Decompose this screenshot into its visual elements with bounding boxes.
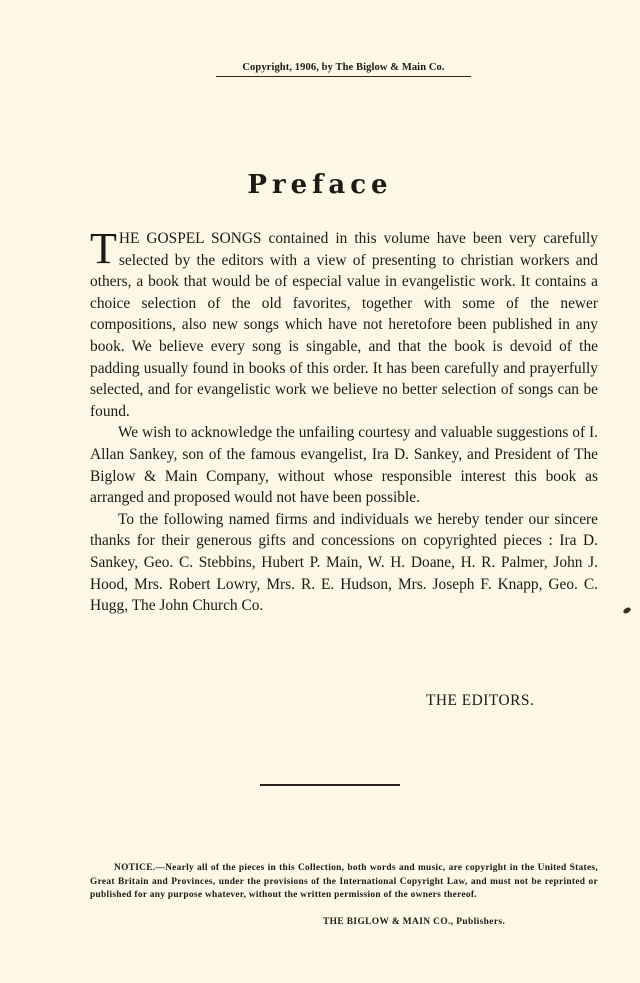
- preface-body: [90, 224, 598, 617]
- drop-cap: T: [90, 224, 117, 273]
- page-title: Preface: [247, 170, 393, 200]
- ink-mark: [622, 606, 631, 614]
- preface-paragraph-3: To the following named firms and individuals we hereby tender our sincere thanks for their generous gifts and concessions on copyrighted pieces : Ira D. Sankey, Geo. C. Stebbins, Hubert P. Main, W. H. Doane, H. R. Palmer, John J. Hood, Mrs. Robert Lowry, Mrs. R. E. Hudson, Mrs. Joseph F. Knapp, Geo. C. Hugg, The John Church Co.: [90, 510, 598, 615]
- divider-rule: [260, 784, 400, 786]
- preface-paragraph-1: [90, 224, 598, 422]
- copyright-notice: [90, 862, 598, 903]
- publisher-line: THE BIGLOW & MAIN CO., Publishers.: [323, 917, 506, 927]
- notice-text: NOTICE.—Nearly all of the pieces in this Collection, both words and music, are copyright in the United States, Great Britain and Provinces, under the provisions of the International Copyright Law, and must not be reprinted or published for any purpose whatever, without the written permission of the owners thereof.: [90, 863, 598, 900]
- preface-paragraph-2: We wish to acknowledge the unfailing courtesy and valuable suggestions of I. Allan Sankey, son of the famous evangelist, Ira D. Sankey, and President of The Biglow & Main Company, without whose responsible interest this book as arranged and proposed would not have been possible.: [90, 424, 598, 507]
- copyright-line: Copyright, 1906, by The Biglow & Main Co.: [216, 62, 471, 77]
- signature: THE EDITORS.: [426, 692, 535, 709]
- paragraph-1-text: HE GOSPEL SONGS contained in this volume have been very carefully selected by the editors with a view of presenting to christian workers and others, a book that would be of especial value in evangelistic work. It contains a choice selection of the old favorites, together with some of the newer compositions, also new songs which have not heretofore been published in any book. We believe every song is singable, and that the book is devoid of the padding usually found in books of this order. It has been carefully and prayerfully selected, and for evangelistic work we believe no better selection of songs can be found.: [90, 230, 598, 420]
